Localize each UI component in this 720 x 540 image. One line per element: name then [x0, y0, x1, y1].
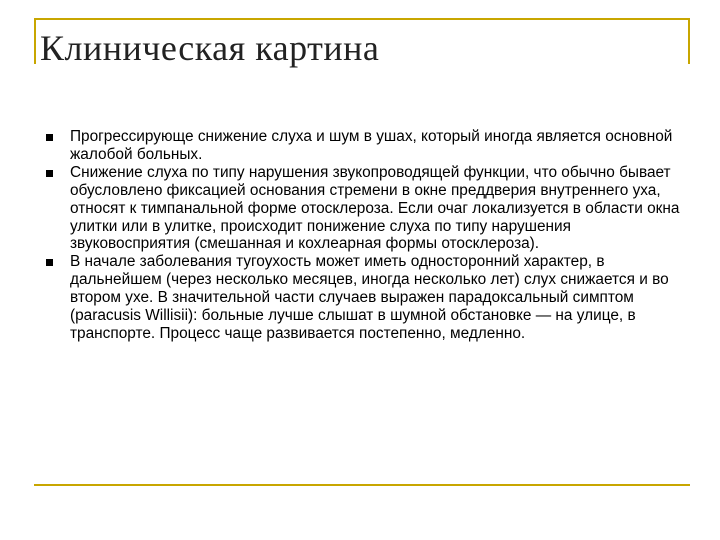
- bullet-item: [40, 128, 680, 164]
- square-bullet-icon: [46, 134, 53, 141]
- square-bullet-icon: [46, 170, 53, 177]
- bullet-text: Прогрессирующе снижение слуха и шум в ушах, который иногда является основной жалобой больных.: [70, 128, 673, 163]
- frame-top-line: [34, 18, 690, 20]
- square-bullet-icon: [46, 259, 53, 266]
- bullet-text: Снижение слуха по типу нарушения звукопроводящей функции, что обычно бывает обусловлено фиксацией основания стремени в окне преддверия внутреннего уха, относят к тимпанальной форме отосклероза. Если очаг локализуется в области окна улитки или в улитке, происходит понижение слуха по типу нарушения звуковосприятия (смешанная и кохлеарная формы отосклероза).: [70, 163, 680, 253]
- slide-title: Клиническая картина: [40, 28, 380, 68]
- bullet-item: [40, 253, 680, 343]
- frame-left-line: [34, 18, 36, 64]
- bullet-item: [40, 164, 680, 254]
- frame-right-line: [688, 18, 690, 64]
- frame-bottom-line: [34, 484, 690, 486]
- bullet-list: [40, 128, 680, 343]
- bullet-text: В начале заболевания тугоухость может иметь односторонний характер, в дальнейшем (через несколько месяцев, иногда несколько лет) слух снижается и во втором ухе. В значительной части случаев выражен парадоксальный симптом (paracusis Willisii): больные лучше слышат в шумной обстановке — на улице, в транспорте. Процесс чаще развивается постепенно, медленно.: [70, 253, 669, 342]
